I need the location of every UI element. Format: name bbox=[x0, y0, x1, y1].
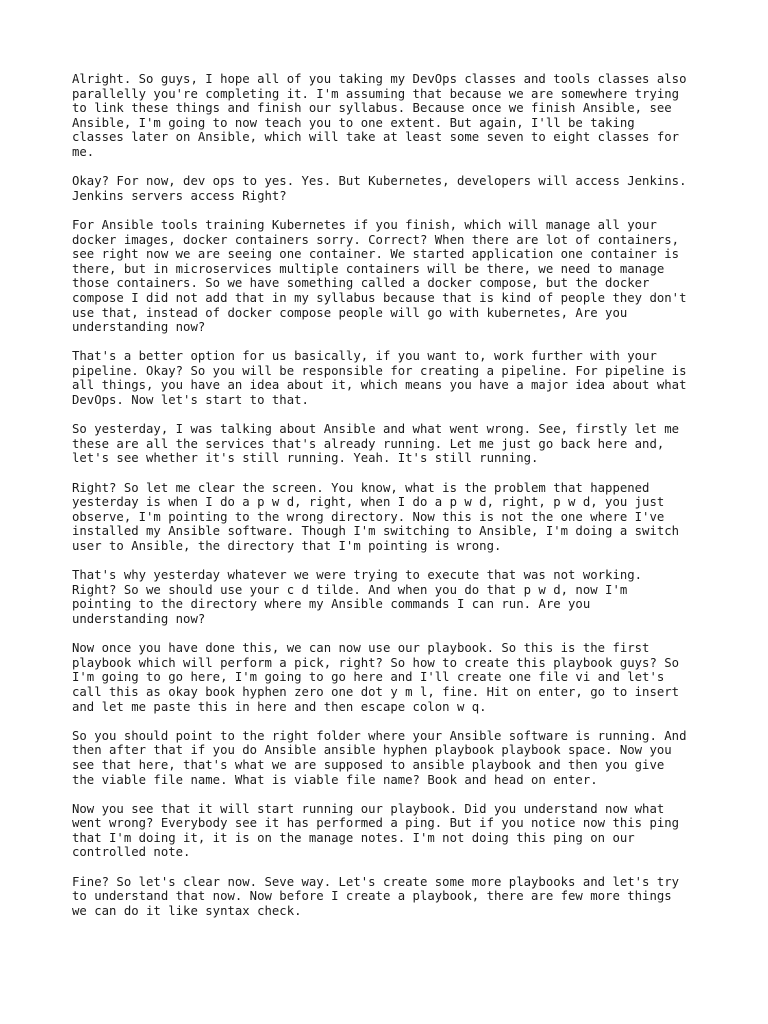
document-page bbox=[72, 72, 712, 933]
paragraph-1: Alright. So guys, I hope all of you taking my DevOps classes and tools classes also parallelly you're completing it. I'm assuming that because we are somewhere trying to link these things and finish our syllabus. Because once we finish Ansible, see Ansible, I'm going to now teach you to one extent. But again, I'll be taking classes later on Ansible, which will take at least some seven to eight classes for me. bbox=[72, 72, 687, 159]
paragraph-8: Now once you have done this, we can now use our playbook. So this is the first playbook which will perform a pick, right? So how to create this playbook guys? So I'm going to go here, I'm going to go here and I'll create one file vi and let's call this as okay book hyphen zero one dot y m l, fine. Hit on enter, go to insert and let me paste this in here and then escape colon w q. bbox=[72, 641, 680, 714]
paragraph-11: Fine? So let's clear now. Seve way. Let's create some more playbooks and let's try to understand that now. Now before I create a playbook, there are few more things we can do it like syntax check. bbox=[72, 874, 680, 918]
paragraph-9: So you should point to the right folder where your Ansible software is running. And then after that if you do Ansible ansible hyphen playbook playbook space. Now you see that here, that's what we are supposed to ansible playbook and then you give the viable file name. What is viable file name? Book and head on enter. bbox=[72, 728, 687, 787]
paragraph-10: Now you see that it will start running our playbook. Did you understand now what went wrong? Everybody see it has performed a ping. But if you notice now this ping that I'm doing it, it is on the manage notes. I'm not doing this ping on our controlled note. bbox=[72, 801, 680, 860]
paragraph-2: Okay? For now, dev ops to yes. Yes. But Kubernetes, developers will access Jenkins. Jenkins servers access Right? bbox=[72, 174, 687, 203]
paragraph-5: So yesterday, I was talking about Ansible and what went wrong. See, firstly let me these are all the services that's already running. Let me just go back here and, let's see whether it's still running. Yeah. It's still running. bbox=[72, 422, 680, 466]
paragraph-6: Right? So let me clear the screen. You know, what is the problem that happened yesterday is when I do a p w d, right, when I do a p w d, right, p w d, you just observe, I'm pointing to the wrong directory. Now this is not the one where I've installed my Ansible software. Though I'm switching to Ansible, I'm doing a switch user to Ansible, the directory that I'm pointing is wrong. bbox=[72, 480, 680, 553]
paragraph-3: For Ansible tools training Kubernetes if you finish, which will manage all your docker images, docker containers sorry. Correct? When there are lot of containers, see right now we are seeing one container. We started application one container is there, but in microservices multiple containers will be there, we need to manage those containers. So we have something called a docker compose, but the docker compose I did not add that in my syllabus because that is kind of people they don't use that, instead of docker compose people will go with kubernetes, Are you understanding now? bbox=[72, 217, 687, 335]
paragraph-7: That's why yesterday whatever we were trying to execute that was not working. Right? So we should use your c d tilde. And when you do that p w d, now I'm pointing to the directory where my Ansible commands I can run. Are you understanding now? bbox=[72, 568, 643, 626]
paragraph-4: That's a better option for us basically, if you want to, work further with your pipeline. Okay? So you will be responsible for creating a pipeline. For pipeline is all things, you have an idea about it, which means you have a major idea about what DevOps. Now let's start to that. bbox=[72, 349, 687, 408]
